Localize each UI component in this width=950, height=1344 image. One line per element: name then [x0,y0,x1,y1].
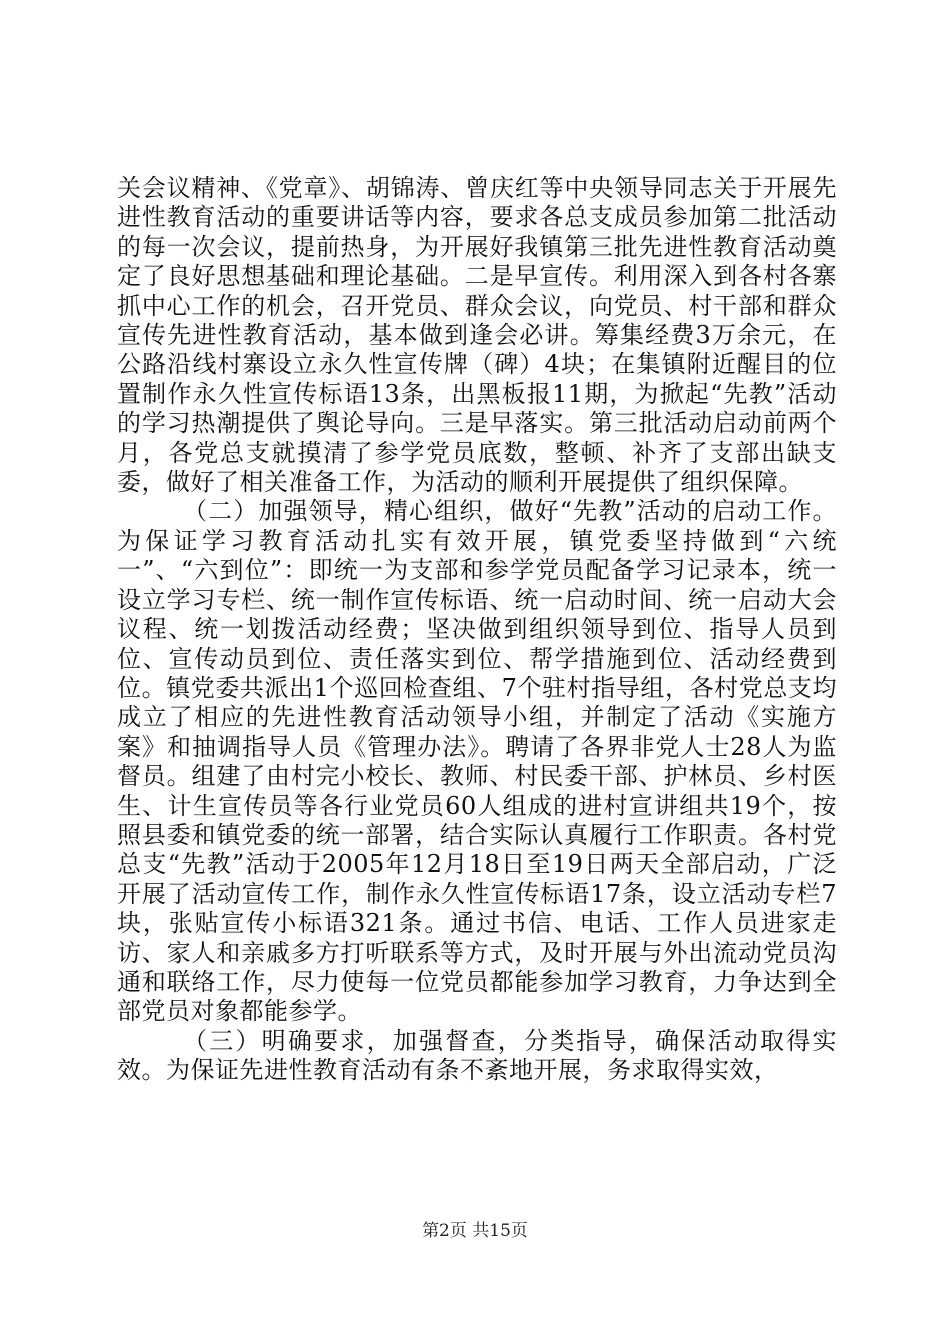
page-footer: 第2页 共15页 [422,1221,528,1241]
paragraph-1: 关会议精神、《党章》、胡锦涛、曾庆红等中央领导同志关于开展先进性教育活动的重要讲话等内容，要求各总支成员参加第二批活动的每一次会议，提前热身，为开展好我镇第三批先进性教育活动奠定了良好思想基础和理论基础。二是早宣传。利用深入到各村各寨抓中心工作的机会，召开党员、群众会议，向党员、村干部和群众宣传先进性教育活动，基本做到逢会必讲。筹集经费3万余元，在公路沿线村寨设立永久性宣传牌（碑）4块；在集镇附近醒目的位置制作永久性宣传标语13条，出黑板报11期，为掀起“先教”活动的学习热潮提供了舆论导向。三是早落实。第三批活动启动前两个月，各党总支就摸清了参学党员底数，整顿、补齐了支部出缺支委，做好了相关准备工作，为活动的顺利开展提供了组织保障。 [117,174,837,497]
paragraph-2: （二）加强领导，精心组织，做好“先教”活动的启动工作。为保证学习教育活动扎实有效开展，镇党委坚持做到“六统一”、“六到位”：即统一为支部和参学党员配备学习记录本，统一设立学习专栏、统一制作宣传标语、统一启动时间、统一启动大会议程、统一划拨活动经费；坚决做到组织领导到位、指导人员到位、宣传动员到位、责任落实到位、帮学措施到位、活动经费到位。镇党委共派出1个巡回检查组、7个驻村指导组，各村党总支均成立了相应的先进性教育活动领导小组，并制定了活动《实施方案》和抽调指导人员《管理办法》。聘请了各界非党人士28人为监督员。组建了由村完小校长、教师、村民委干部、护林员、乡村医生、计生宣传员等各行业党员60人组成的进村宣讲组共19个，按照县委和镇党委的统一部署，结合实际认真履行工作职责。各村党总支“先教”活动于2005年12月18日至19日两天全部启动，广泛开展了活动宣传工作，制作永久性宣传标语17条，设立活动专栏7块，张贴宣传小标语321条。通过书信、电话、工作人员进家走访、家人和亲戚多方打听联系等方式，及时开展与外出流动党员沟通和联络工作，尽力使每一位党员都能参加学习教育，力争达到全部党员对象都能参学。 [117,497,837,1026]
document-body [117,174,837,1086]
paragraph-3: （三）明确要求，加强督查，分类指导，确保活动取得实效。为保证先进性教育活动有条不紊地开展，务求取得实效， [117,1026,837,1085]
